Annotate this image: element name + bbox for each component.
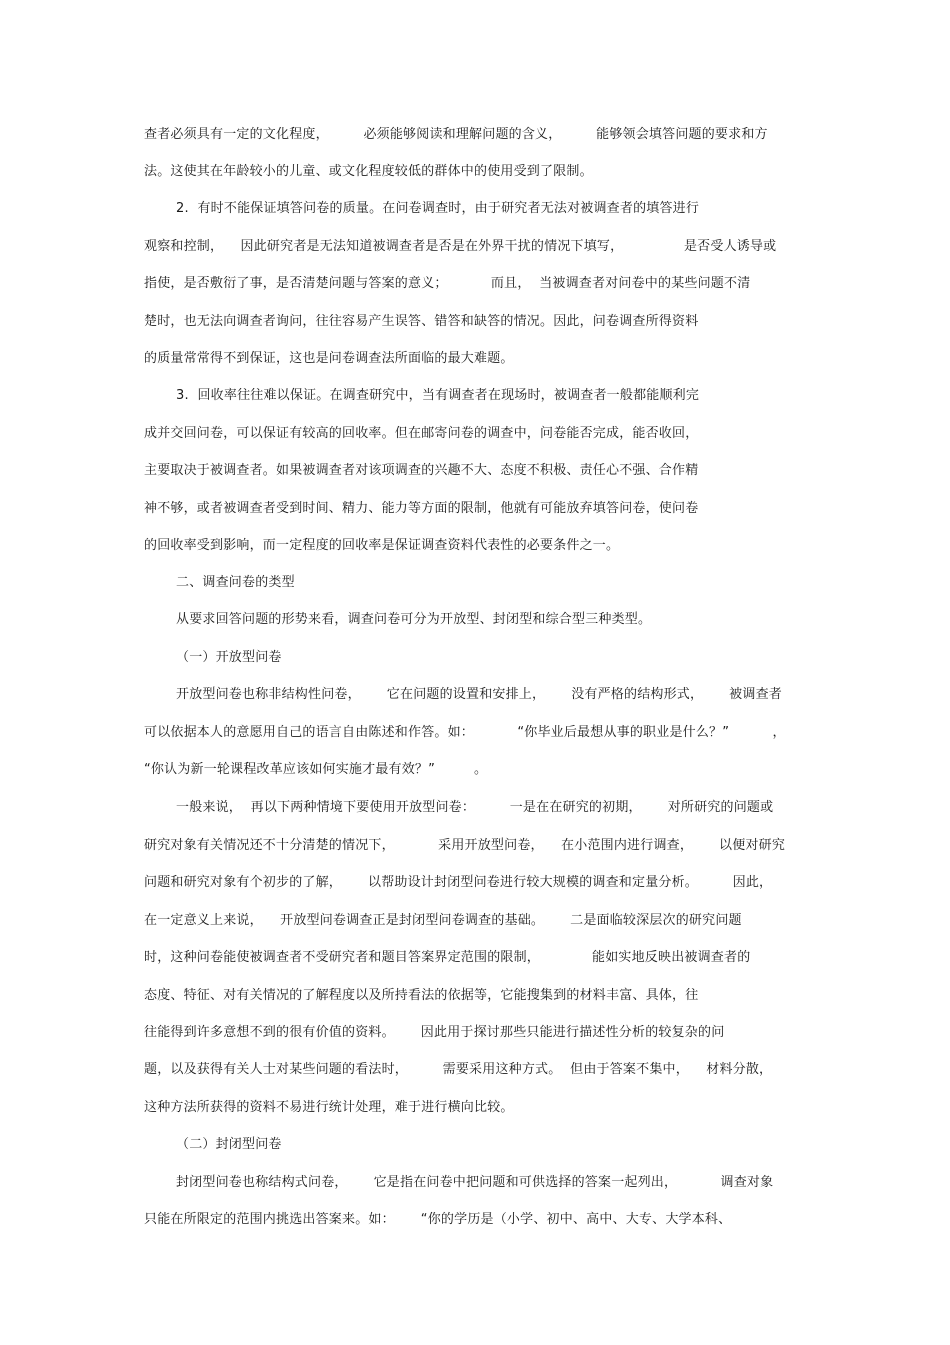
text-line: 查者必须具有一定的文化程度， 必须能够阅读和理解问题的含义， 能够领会填答问题的要求和方 <box>144 127 768 142</box>
text-line: 观察和控制， 因此研究者是无法知道被调查者是否是在外界干扰的情况下填写， 是否受人诱导或 <box>144 239 777 254</box>
subsection-heading: （一）开放型问卷 <box>176 650 282 665</box>
text-line: 题，以及获得有关人士对某些问题的看法时， 需要采用这种方式。 但由于答案不集中， 材料分散， <box>144 1062 773 1077</box>
text-line: 可以依据本人的意愿用自己的语言自由陈述和作答。如： “你毕业后最想从事的职业是什么？” ， <box>144 725 786 740</box>
text-line: 时，这种问卷能使被调查者不受研究者和题目答案界定范围的限制， 能如实地反映出被调查者的 <box>144 950 751 965</box>
text-line: 从要求回答问题的形势来看，调查问卷可分为开放型、封闭型和综合型三种类型。 <box>176 612 652 627</box>
text-line: 在一定意义上来说， 开放型问卷调查正是封闭型问卷调查的基础。 二是面临较深层次的研究问题 <box>144 913 742 928</box>
text-line: 态度、特征、对有关情况的了解程度以及所持看法的依据等，它能搜集到的材料丰富、具体，往 <box>144 988 699 1003</box>
text-line: 法。这使其在年龄较小的儿童、或文化程度较低的群体中的使用受到了限制。 <box>144 164 593 179</box>
text-line: 主要取决于被调查者。如果被调查者对该项调查的兴趣不大、态度不积极、责任心不强、合作精 <box>144 463 699 478</box>
text-line: 3. 回收率往往难以保证。在调查研究中，当有调查者在现场时，被调查者一般都能顺利完 <box>176 388 700 403</box>
text-line: 问题和研究对象有个初步的了解， 以帮助设计封闭型问卷进行较大规模的调查和定量分析。 因此， <box>144 875 773 890</box>
text-line: 研究对象有关情况还不十分清楚的情况下， 采用开放型问卷， 在小范围内进行调查， 以便对研究 <box>144 838 786 853</box>
text-line: 只能在所限定的范围内挑选出答案来。如： “你的学历是（小学、初中、高中、大专、大学本科、 <box>144 1212 732 1227</box>
text-line: 2. 有时不能保证填答问卷的质量。在问卷调查时，由于研究者无法对被调查者的填答进行 <box>176 201 700 216</box>
text-line: 成并交回问卷，可以保证有较高的回收率。但在邮寄问卷的调查中，问卷能否完成，能否收回， <box>144 426 699 441</box>
subsection-heading: （二）封闭型问卷 <box>176 1137 282 1152</box>
text-line: 神不够，或者被调查者受到时间、精力、能力等方面的限制，他就有可能放弃填答问卷，使问卷 <box>144 501 699 516</box>
text-line: 这种方法所获得的资料不易进行统计处理，难于进行横向比较。 <box>144 1100 514 1115</box>
text-line: 开放型问卷也称非结构性问卷， 它在问题的设置和安排上， 没有严格的结构形式， 被调查者 <box>176 687 782 702</box>
text-line: 楚时，也无法向调查者询问，往往容易产生误答、错答和缺答的情况。因此，问卷调查所得资料 <box>144 314 699 329</box>
text-line: 指使，是否敷衍了事，是否清楚问题与答案的意义； 而且， 当被调查者对问卷中的某些问题不清 <box>144 276 751 291</box>
text-line: 的质量常常得不到保证，这也是问卷调查法所面临的最大难题。 <box>144 351 514 366</box>
text-line: “你认为新一轮课程改革应该如何实施才最有效？” 。 <box>144 762 488 777</box>
text-line: 封闭型问卷也称结构式问卷， 它是指在问卷中把问题和可供选择的答案一起列出， 调查对象 <box>176 1175 774 1190</box>
text-line: 往能得到许多意想不到的很有价值的资料。 因此用于探讨那些只能进行描述性分析的较复杂的问 <box>144 1025 725 1040</box>
text-line: 的回收率受到影响，而一定程度的回收率是保证调查资料代表性的必要条件之一。 <box>144 538 620 553</box>
section-heading: 二、调查问卷的类型 <box>176 575 295 590</box>
text-line: 一般来说， 再以下两种情境下要使用开放型问卷： 一是在在研究的初期， 对所研究的问题或 <box>176 800 774 815</box>
